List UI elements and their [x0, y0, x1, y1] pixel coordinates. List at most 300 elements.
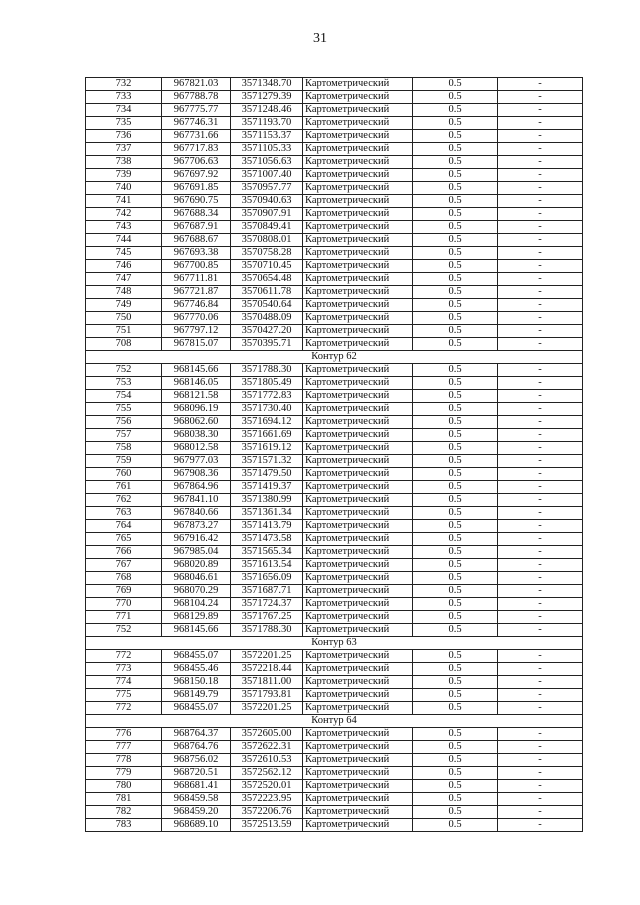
description-cell: - — [498, 312, 583, 325]
description-cell: - — [498, 364, 583, 377]
table-row — [86, 390, 583, 403]
method-cell: Картометрический — [303, 806, 413, 819]
table-row — [86, 377, 583, 390]
table-row — [86, 208, 583, 221]
table-row — [86, 702, 583, 715]
y-coordinate-cell: 3572622.31 — [231, 741, 303, 754]
description-cell: - — [498, 338, 583, 351]
point-number-cell: 733 — [86, 91, 162, 104]
y-coordinate-cell: 3571056.63 — [231, 156, 303, 169]
description-cell: - — [498, 676, 583, 689]
y-coordinate-cell: 3572223.95 — [231, 793, 303, 806]
method-cell: Картометрический — [303, 728, 413, 741]
x-coordinate-cell: 967840.66 — [162, 507, 231, 520]
method-cell: Картометрический — [303, 117, 413, 130]
description-cell: - — [498, 117, 583, 130]
y-coordinate-cell: 3572562.12 — [231, 767, 303, 780]
accuracy-cell: 0.5 — [413, 286, 498, 299]
method-cell: Картометрический — [303, 507, 413, 520]
method-cell: Картометрический — [303, 546, 413, 559]
accuracy-cell: 0.5 — [413, 663, 498, 676]
description-cell: - — [498, 793, 583, 806]
method-cell: Картометрический — [303, 481, 413, 494]
method-cell: Картометрический — [303, 260, 413, 273]
table-row — [86, 91, 583, 104]
y-coordinate-cell: 3570849.41 — [231, 221, 303, 234]
x-coordinate-cell: 968455.07 — [162, 702, 231, 715]
x-coordinate-cell: 968756.02 — [162, 754, 231, 767]
accuracy-cell: 0.5 — [413, 91, 498, 104]
y-coordinate-cell: 3571619.12 — [231, 442, 303, 455]
y-coordinate-cell: 3571361.34 — [231, 507, 303, 520]
description-cell: - — [498, 182, 583, 195]
description-cell: - — [498, 143, 583, 156]
point-number-cell: 742 — [86, 208, 162, 221]
accuracy-cell: 0.5 — [413, 377, 498, 390]
description-cell: - — [498, 689, 583, 702]
x-coordinate-cell: 968012.58 — [162, 442, 231, 455]
accuracy-cell: 0.5 — [413, 468, 498, 481]
x-coordinate-cell: 968062.60 — [162, 416, 231, 429]
accuracy-cell: 0.5 — [413, 559, 498, 572]
method-cell: Картометрический — [303, 169, 413, 182]
description-cell: - — [498, 741, 583, 754]
description-cell: - — [498, 286, 583, 299]
point-number-cell: 758 — [86, 442, 162, 455]
point-number-cell: 708 — [86, 338, 162, 351]
accuracy-cell: 0.5 — [413, 104, 498, 117]
table-row — [86, 286, 583, 299]
point-number-cell: 769 — [86, 585, 162, 598]
point-number-cell: 771 — [86, 611, 162, 624]
description-cell: - — [498, 624, 583, 637]
table-row — [86, 104, 583, 117]
method-cell: Картометрический — [303, 312, 413, 325]
y-coordinate-cell: 3571153.37 — [231, 130, 303, 143]
accuracy-cell: 0.5 — [413, 429, 498, 442]
description-cell: - — [498, 429, 583, 442]
method-cell: Картометрический — [303, 559, 413, 572]
x-coordinate-cell: 967821.03 — [162, 78, 231, 91]
point-number-cell: 737 — [86, 143, 162, 156]
y-coordinate-cell: 3571193.70 — [231, 117, 303, 130]
table-row — [86, 663, 583, 676]
description-cell: - — [498, 78, 583, 91]
y-coordinate-cell: 3571413.79 — [231, 520, 303, 533]
y-coordinate-cell: 3570758.28 — [231, 247, 303, 260]
table-row — [86, 78, 583, 91]
point-number-cell: 757 — [86, 429, 162, 442]
accuracy-cell: 0.5 — [413, 624, 498, 637]
y-coordinate-cell: 3570427.20 — [231, 325, 303, 338]
description-cell: - — [498, 663, 583, 676]
x-coordinate-cell: 967697.92 — [162, 169, 231, 182]
y-coordinate-cell: 3571613.54 — [231, 559, 303, 572]
accuracy-cell: 0.5 — [413, 260, 498, 273]
y-coordinate-cell: 3571656.09 — [231, 572, 303, 585]
method-cell: Картометрический — [303, 143, 413, 156]
x-coordinate-cell: 968764.76 — [162, 741, 231, 754]
y-coordinate-cell: 3571419.37 — [231, 481, 303, 494]
y-coordinate-cell: 3571571.32 — [231, 455, 303, 468]
point-number-cell: 754 — [86, 390, 162, 403]
accuracy-cell: 0.5 — [413, 221, 498, 234]
method-cell: Картометрический — [303, 572, 413, 585]
x-coordinate-cell: 967731.66 — [162, 130, 231, 143]
x-coordinate-cell: 968020.89 — [162, 559, 231, 572]
description-cell: - — [498, 208, 583, 221]
method-cell: Картометрический — [303, 130, 413, 143]
point-number-cell: 779 — [86, 767, 162, 780]
accuracy-cell: 0.5 — [413, 273, 498, 286]
method-cell: Картометрический — [303, 338, 413, 351]
table-row — [86, 650, 583, 663]
point-number-cell: 763 — [86, 507, 162, 520]
accuracy-cell: 0.5 — [413, 182, 498, 195]
x-coordinate-cell: 968145.66 — [162, 624, 231, 637]
point-number-cell: 761 — [86, 481, 162, 494]
contour-title: Контур 62 — [86, 351, 583, 364]
accuracy-cell: 0.5 — [413, 572, 498, 585]
description-cell: - — [498, 104, 583, 117]
x-coordinate-cell: 968121.58 — [162, 390, 231, 403]
y-coordinate-cell: 3571724.37 — [231, 598, 303, 611]
contour-title: Контур 64 — [86, 715, 583, 728]
method-cell: Картометрический — [303, 234, 413, 247]
accuracy-cell: 0.5 — [413, 117, 498, 130]
point-number-cell: 772 — [86, 702, 162, 715]
point-number-cell: 766 — [86, 546, 162, 559]
method-cell: Картометрический — [303, 182, 413, 195]
y-coordinate-cell: 3572218.44 — [231, 663, 303, 676]
method-cell: Картометрический — [303, 585, 413, 598]
accuracy-cell: 0.5 — [413, 481, 498, 494]
point-number-cell: 741 — [86, 195, 162, 208]
x-coordinate-cell: 967841.10 — [162, 494, 231, 507]
accuracy-cell: 0.5 — [413, 442, 498, 455]
description-cell: - — [498, 247, 583, 260]
description-cell: - — [498, 273, 583, 286]
y-coordinate-cell: 3570611.78 — [231, 286, 303, 299]
accuracy-cell: 0.5 — [413, 520, 498, 533]
table-row — [86, 689, 583, 702]
x-coordinate-cell: 967788.78 — [162, 91, 231, 104]
y-coordinate-cell: 3571687.71 — [231, 585, 303, 598]
description-cell: - — [498, 572, 583, 585]
accuracy-cell: 0.5 — [413, 780, 498, 793]
y-coordinate-cell: 3571279.39 — [231, 91, 303, 104]
method-cell: Картометрический — [303, 598, 413, 611]
point-number-cell: 783 — [86, 819, 162, 832]
table-row — [86, 754, 583, 767]
table-row — [86, 247, 583, 260]
table-row — [86, 273, 583, 286]
table-row — [86, 195, 583, 208]
method-cell: Картометрический — [303, 468, 413, 481]
method-cell: Картометрический — [303, 754, 413, 767]
method-cell: Картометрический — [303, 429, 413, 442]
y-coordinate-cell: 3571767.25 — [231, 611, 303, 624]
accuracy-cell: 0.5 — [413, 546, 498, 559]
table-row — [86, 559, 583, 572]
point-number-cell: 739 — [86, 169, 162, 182]
table-row — [86, 611, 583, 624]
table-row — [86, 481, 583, 494]
point-number-cell: 765 — [86, 533, 162, 546]
y-coordinate-cell: 3571694.12 — [231, 416, 303, 429]
x-coordinate-cell: 967746.84 — [162, 299, 231, 312]
method-cell: Картометрический — [303, 156, 413, 169]
description-cell: - — [498, 455, 583, 468]
x-coordinate-cell: 967873.27 — [162, 520, 231, 533]
description-cell: - — [498, 130, 583, 143]
point-number-cell: 775 — [86, 689, 162, 702]
table-row — [86, 429, 583, 442]
point-number-cell: 782 — [86, 806, 162, 819]
table-row — [86, 728, 583, 741]
accuracy-cell: 0.5 — [413, 728, 498, 741]
accuracy-cell: 0.5 — [413, 793, 498, 806]
y-coordinate-cell: 3570395.71 — [231, 338, 303, 351]
accuracy-cell: 0.5 — [413, 702, 498, 715]
x-coordinate-cell: 968149.79 — [162, 689, 231, 702]
description-cell: - — [498, 221, 583, 234]
accuracy-cell: 0.5 — [413, 364, 498, 377]
y-coordinate-cell: 3572206.76 — [231, 806, 303, 819]
y-coordinate-cell: 3571479.50 — [231, 468, 303, 481]
description-cell: - — [498, 767, 583, 780]
accuracy-cell: 0.5 — [413, 403, 498, 416]
y-coordinate-cell: 3571565.34 — [231, 546, 303, 559]
y-coordinate-cell: 3570957.77 — [231, 182, 303, 195]
method-cell: Картометрический — [303, 221, 413, 234]
table-row — [86, 143, 583, 156]
description-cell: - — [498, 507, 583, 520]
method-cell: Картометрический — [303, 689, 413, 702]
table-row — [86, 403, 583, 416]
method-cell: Картометрический — [303, 299, 413, 312]
y-coordinate-cell: 3570488.09 — [231, 312, 303, 325]
x-coordinate-cell: 967688.67 — [162, 234, 231, 247]
table-row — [86, 234, 583, 247]
point-number-cell: 772 — [86, 650, 162, 663]
point-number-cell: 756 — [86, 416, 162, 429]
x-coordinate-cell: 967688.34 — [162, 208, 231, 221]
method-cell: Картометрический — [303, 793, 413, 806]
x-coordinate-cell: 968038.30 — [162, 429, 231, 442]
point-number-cell: 753 — [86, 377, 162, 390]
x-coordinate-cell: 967775.77 — [162, 104, 231, 117]
point-number-cell: 776 — [86, 728, 162, 741]
table-row — [86, 169, 583, 182]
contour-header-row — [86, 637, 583, 650]
method-cell: Картометрический — [303, 286, 413, 299]
accuracy-cell: 0.5 — [413, 156, 498, 169]
table-row — [86, 364, 583, 377]
point-number-cell: 774 — [86, 676, 162, 689]
point-number-cell: 732 — [86, 78, 162, 91]
point-number-cell: 738 — [86, 156, 162, 169]
accuracy-cell: 0.5 — [413, 143, 498, 156]
accuracy-cell: 0.5 — [413, 507, 498, 520]
table-row — [86, 338, 583, 351]
point-number-cell: 735 — [86, 117, 162, 130]
contour-title: Контур 63 — [86, 637, 583, 650]
method-cell: Картометрический — [303, 364, 413, 377]
point-number-cell: 747 — [86, 273, 162, 286]
method-cell: Картометрический — [303, 780, 413, 793]
method-cell: Картометрический — [303, 741, 413, 754]
y-coordinate-cell: 3571248.46 — [231, 104, 303, 117]
description-cell: - — [498, 169, 583, 182]
description-cell: - — [498, 806, 583, 819]
x-coordinate-cell: 967721.87 — [162, 286, 231, 299]
method-cell: Картометрический — [303, 390, 413, 403]
accuracy-cell: 0.5 — [413, 455, 498, 468]
description-cell: - — [498, 481, 583, 494]
y-coordinate-cell: 3570940.63 — [231, 195, 303, 208]
accuracy-cell: 0.5 — [413, 806, 498, 819]
table-row — [86, 533, 583, 546]
point-number-cell: 751 — [86, 325, 162, 338]
description-cell: - — [498, 156, 583, 169]
y-coordinate-cell: 3571473.58 — [231, 533, 303, 546]
x-coordinate-cell: 967770.06 — [162, 312, 231, 325]
x-coordinate-cell: 967700.85 — [162, 260, 231, 273]
description-cell: - — [498, 403, 583, 416]
y-coordinate-cell: 3571105.33 — [231, 143, 303, 156]
x-coordinate-cell: 968455.46 — [162, 663, 231, 676]
description-cell: - — [498, 559, 583, 572]
accuracy-cell: 0.5 — [413, 585, 498, 598]
description-cell: - — [498, 650, 583, 663]
description-cell: - — [498, 585, 583, 598]
method-cell: Картометрический — [303, 494, 413, 507]
x-coordinate-cell: 967815.07 — [162, 338, 231, 351]
description-cell: - — [498, 546, 583, 559]
accuracy-cell: 0.5 — [413, 312, 498, 325]
method-cell: Картометрический — [303, 208, 413, 221]
description-cell: - — [498, 325, 583, 338]
x-coordinate-cell: 968146.05 — [162, 377, 231, 390]
description-cell: - — [498, 520, 583, 533]
description-cell: - — [498, 377, 583, 390]
table-row — [86, 546, 583, 559]
table-row — [86, 130, 583, 143]
point-number-cell: 740 — [86, 182, 162, 195]
y-coordinate-cell: 3572513.59 — [231, 819, 303, 832]
method-cell: Картометрический — [303, 195, 413, 208]
x-coordinate-cell: 968096.19 — [162, 403, 231, 416]
x-coordinate-cell: 967908.36 — [162, 468, 231, 481]
y-coordinate-cell: 3572605.00 — [231, 728, 303, 741]
point-number-cell: 770 — [86, 598, 162, 611]
table-row — [86, 507, 583, 520]
y-coordinate-cell: 3570907.91 — [231, 208, 303, 221]
table-row — [86, 767, 583, 780]
point-number-cell: 743 — [86, 221, 162, 234]
point-number-cell: 745 — [86, 247, 162, 260]
y-coordinate-cell: 3570710.45 — [231, 260, 303, 273]
y-coordinate-cell: 3572520.01 — [231, 780, 303, 793]
method-cell: Картометрический — [303, 403, 413, 416]
method-cell: Картометрический — [303, 377, 413, 390]
accuracy-cell: 0.5 — [413, 611, 498, 624]
point-number-cell: 760 — [86, 468, 162, 481]
x-coordinate-cell: 968046.61 — [162, 572, 231, 585]
x-coordinate-cell: 967711.81 — [162, 273, 231, 286]
point-number-cell: 749 — [86, 299, 162, 312]
y-coordinate-cell: 3571811.00 — [231, 676, 303, 689]
accuracy-cell: 0.5 — [413, 533, 498, 546]
x-coordinate-cell: 967985.04 — [162, 546, 231, 559]
point-number-cell: 746 — [86, 260, 162, 273]
accuracy-cell: 0.5 — [413, 195, 498, 208]
accuracy-cell: 0.5 — [413, 676, 498, 689]
method-cell: Картометрический — [303, 702, 413, 715]
accuracy-cell: 0.5 — [413, 234, 498, 247]
accuracy-cell: 0.5 — [413, 494, 498, 507]
table-row — [86, 819, 583, 832]
description-cell: - — [498, 611, 583, 624]
method-cell: Картометрический — [303, 676, 413, 689]
coordinates-table-body — [86, 78, 583, 832]
accuracy-cell: 0.5 — [413, 390, 498, 403]
coordinates-table — [85, 77, 583, 832]
description-cell: - — [498, 728, 583, 741]
table-row — [86, 156, 583, 169]
point-number-cell: 773 — [86, 663, 162, 676]
table-row — [86, 182, 583, 195]
y-coordinate-cell: 3571380.99 — [231, 494, 303, 507]
page-number: 31 — [313, 31, 327, 46]
method-cell: Картометрический — [303, 663, 413, 676]
x-coordinate-cell: 968689.10 — [162, 819, 231, 832]
y-coordinate-cell: 3571007.40 — [231, 169, 303, 182]
point-number-cell: 736 — [86, 130, 162, 143]
point-number-cell: 768 — [86, 572, 162, 585]
x-coordinate-cell: 967690.75 — [162, 195, 231, 208]
point-number-cell: 748 — [86, 286, 162, 299]
table-row — [86, 468, 583, 481]
table-row — [86, 260, 583, 273]
method-cell: Картометрический — [303, 104, 413, 117]
table-row — [86, 572, 583, 585]
point-number-cell: 752 — [86, 364, 162, 377]
table-row — [86, 455, 583, 468]
y-coordinate-cell: 3571772.83 — [231, 390, 303, 403]
point-number-cell: 759 — [86, 455, 162, 468]
description-cell: - — [498, 494, 583, 507]
x-coordinate-cell: 967797.12 — [162, 325, 231, 338]
method-cell: Картометрический — [303, 273, 413, 286]
method-cell: Картометрический — [303, 624, 413, 637]
table-row — [86, 299, 583, 312]
y-coordinate-cell: 3572201.25 — [231, 650, 303, 663]
y-coordinate-cell: 3570654.48 — [231, 273, 303, 286]
accuracy-cell: 0.5 — [413, 338, 498, 351]
description-cell: - — [498, 754, 583, 767]
y-coordinate-cell: 3572610.53 — [231, 754, 303, 767]
table-row — [86, 806, 583, 819]
method-cell: Картометрический — [303, 650, 413, 663]
method-cell: Картометрический — [303, 78, 413, 91]
accuracy-cell: 0.5 — [413, 689, 498, 702]
x-coordinate-cell: 968129.89 — [162, 611, 231, 624]
description-cell: - — [498, 416, 583, 429]
y-coordinate-cell: 3571805.49 — [231, 377, 303, 390]
accuracy-cell: 0.5 — [413, 299, 498, 312]
